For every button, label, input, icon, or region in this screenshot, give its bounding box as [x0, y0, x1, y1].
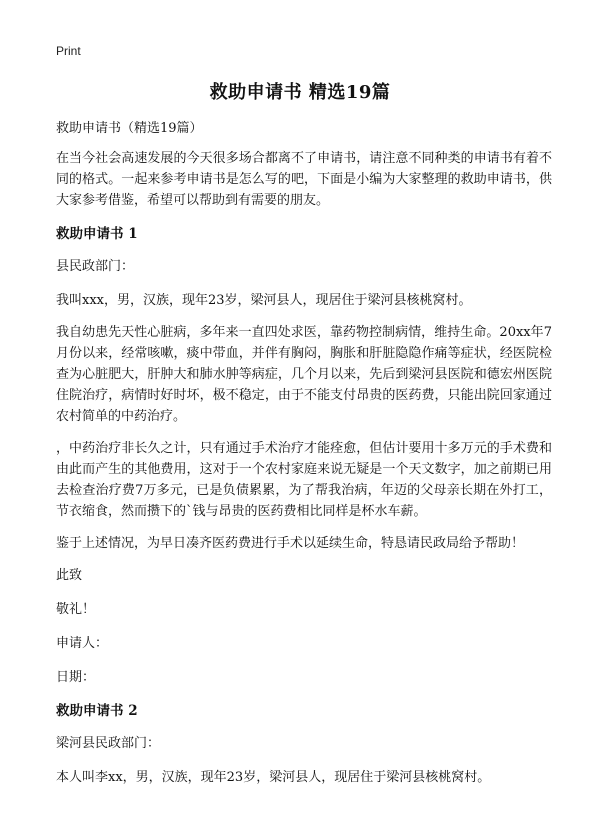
print-label: Print — [56, 44, 81, 58]
document-subtitle: 救助申请书（精选19篇） — [56, 121, 203, 136]
section-2 — [56, 701, 552, 788]
section-heading: 救助申请书 2 — [56, 703, 138, 719]
intro-paragraph: 在当今社会高速发展的今天很多场合都离不了申请书，请注意不同种类的申请书有着不同的格式。一起来参考申请书是怎么写的吧，下面是小编为大家整理的救助申请书，供大家参考借鉴，希望可以帮助到有需要的朋友。 — [56, 151, 552, 208]
section-1 — [56, 224, 552, 688]
document-title: 救助申请书 精选19篇 — [209, 82, 391, 103]
body-paragraph: 我叫xxx，男，汉族，现年23岁，梁河县人，现居住于梁河县核桃窝村。 — [56, 293, 472, 308]
recipient-line: 梁河县民政部门： — [56, 736, 161, 751]
applicant-line: 申请人： — [56, 636, 109, 651]
recipient-line: 县民政部门： — [56, 259, 135, 274]
body-paragraph: ，中药治疗非长久之计，只有通过手术治疗才能痊愈，但估计要用十多万元的手术费和由此而产生的其他费用，这对于一个农村家庭来说无疑是一个天文数字，加之前期已用去检查治疗费7万多元，已是负债累累，为了帮我治病，年迈的父母亲长期在外打工，节衣缩食，然而攒下的`钱与昂贵的医药费相比同样是杯水车薪。 — [56, 441, 552, 519]
section-heading: 救助申请书 1 — [56, 226, 138, 242]
body-paragraph: 我自幼患先天性心脏病，多年来一直四处求医，靠药物控制病情，维持生命。20xx年7月份以来，经常咳嗽，痰中带血，并伴有胸闷，胸胀和肝脏隐隐作痛等症状，经医院检查为心脏肥大，肝肿大和肺水肿等病症，几个月以来，先后到梁河县医院和德宏州医院住院治疗，病情时好时坏，极不稳定，由于不能支付昂贵的医药费，只能出院回家通过农村简单的中药治疗。 — [56, 325, 552, 424]
salute-line: 敬礼！ — [56, 602, 96, 617]
body-paragraph: 鉴于上述情况，为早日凑齐医药费进行手术以延续生命，特恳请民政局给予帮助！ — [56, 536, 525, 551]
body-paragraph: 本人叫李xx，男，汉族，现年23岁，梁河县人，现居住于梁河县核桃窝村。 — [56, 770, 491, 785]
date-line: 日期： — [56, 670, 96, 685]
closing-line: 此致 — [56, 568, 83, 583]
document-body — [56, 118, 552, 799]
